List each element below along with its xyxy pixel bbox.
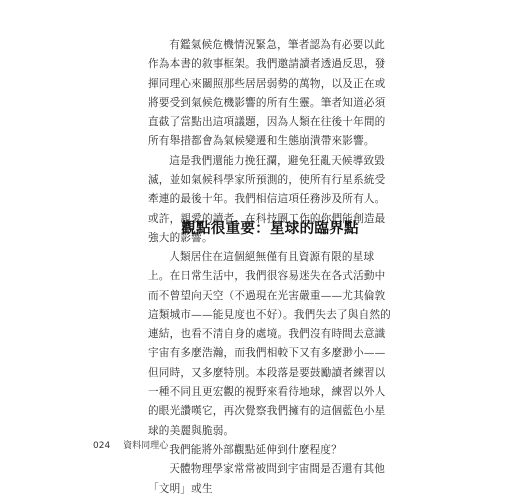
section-heading: 觀點很重要：星球的臨界點	[181, 221, 359, 237]
page-number: 024	[93, 441, 111, 451]
running-title: 資料同理心	[123, 441, 169, 451]
paragraph: 天體物理學家常常被問到宇宙間是否還有其他「文明」或生	[148, 463, 386, 495]
body-text-bottom	[148, 248, 392, 499]
paragraph: 這是我們還能力挽狂瀾，避免狂亂天候導致毀滅，並如氣候科學家所預測的，使所有行星系統受牽連的最後十年。我們相信這項任務涉及所有人。或許，親愛的讀者，在科技圈工作的你們能創造最強大的影響。	[148, 154, 386, 244]
paragraph: 有鑑氣候危機情況緊急，筆者認為有必要以此作為本書的敘事框架。我們邀請讀者透過反思，發揮同理心來關照那些居居弱勢的萬物，以及正在或將要受到氣候危機影響的所有生靈。筆者知道必須直截了當點出這項議題，因為人類在往後十年間的所有舉措都會為氣候變遷和生態崩潰帶來影響。	[148, 39, 386, 148]
page-footer	[93, 438, 168, 451]
paragraph: 我們能將外部觀點延伸到什麼程度？	[169, 443, 342, 456]
paragraph: 人類居住在這個絕無僅有且資源有限的星球上。在日常生活中，我們很容易迷失在各式活動中而不曾望向天空（不過現在光害嚴重——尤其倫敦這類城市——能見度也不好）。我們失去了與自然的連結，也看不清自身的處境。我們沒有時間去意識宇宙有多麼浩瀚，而我們相較下又有多麼渺小——但同時，又多麼特別。本段落是要鼓勵讀者練習以一種不同且更宏觀的視野來看待地球，練習以外人的眼光讚嘆它，再次覺察我們擁有的這個藍色小星球的美麗與脆弱。	[148, 251, 391, 437]
